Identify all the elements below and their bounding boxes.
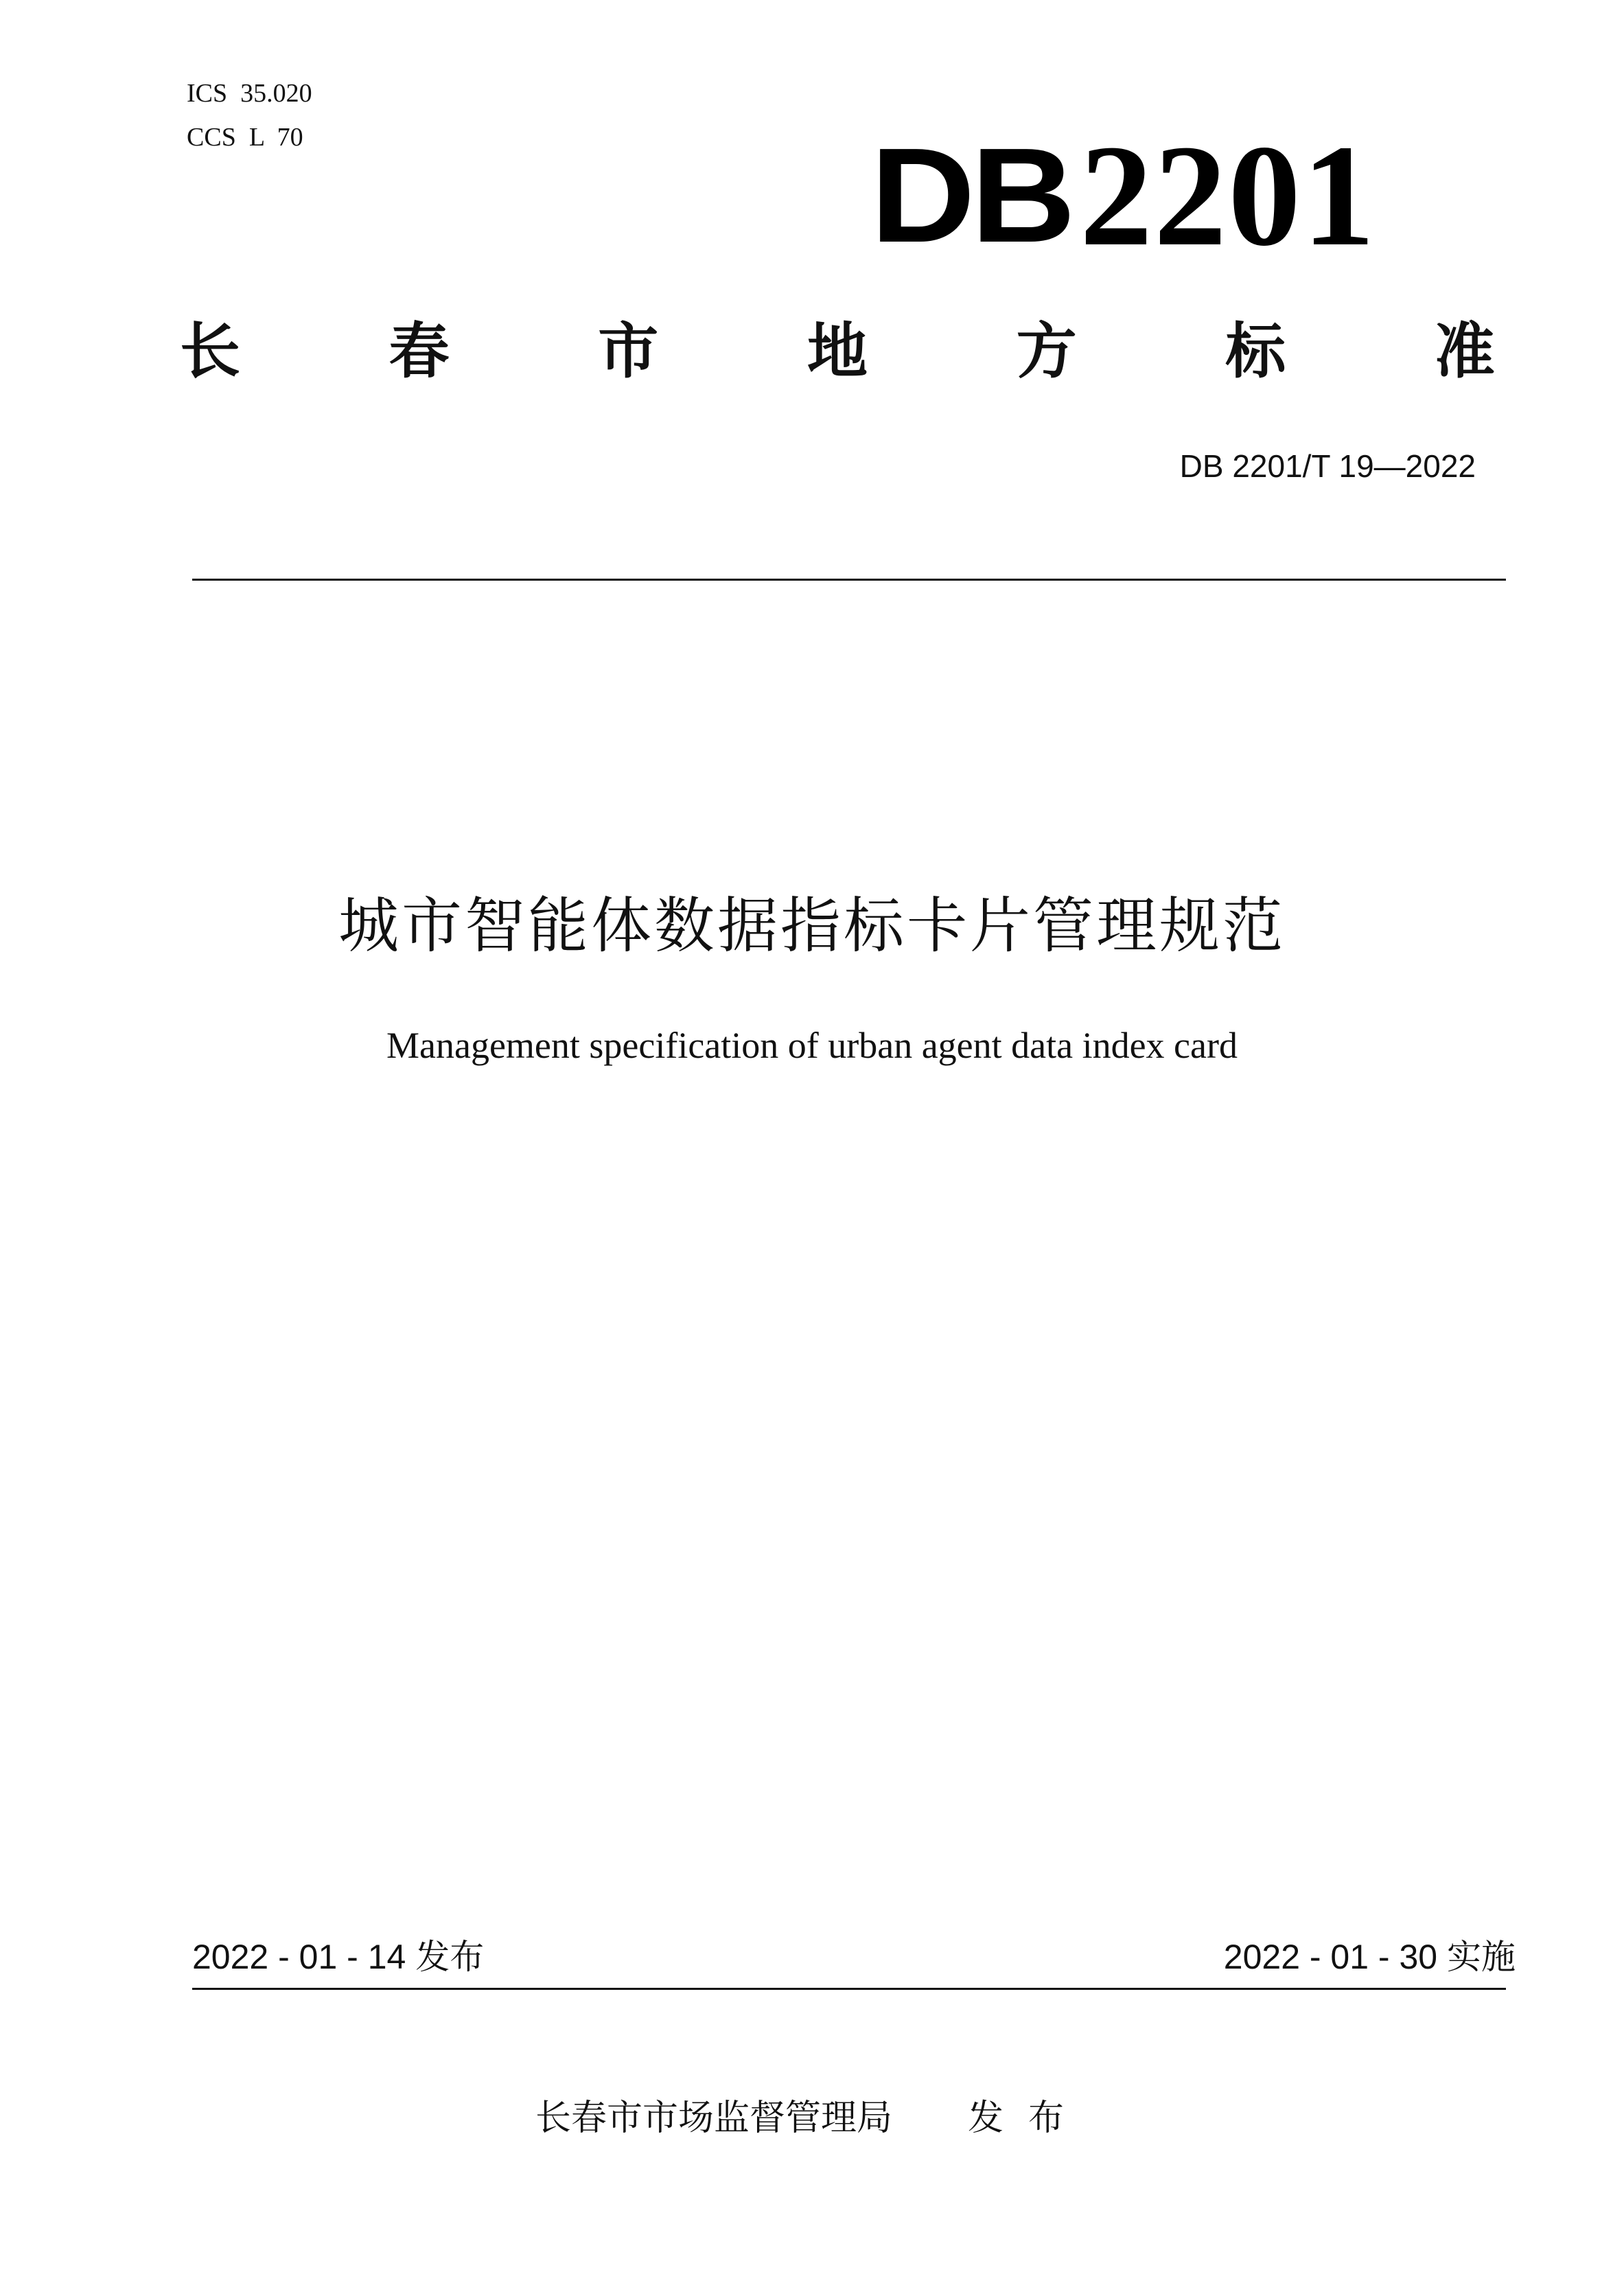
bottom-divider [192,1988,1506,1990]
issuer-line [0,2098,1624,2139]
document-title-english: Management specification of urban agent data index card [386,1025,1238,1066]
document-title-chinese: 城市智能体数据指标卡片管理规范 [338,890,1286,961]
standard-type-char: 方 [1016,316,1077,386]
publish-date: 2022 - 01 - 14 发布 [192,1938,485,1976]
top-divider [192,579,1506,581]
issuer-action: 发布 [968,2098,1089,2139]
standard-type-heading [178,316,1496,386]
db-logo-prefix: DB [870,120,1071,270]
effective-date: 2022 - 01 - 30 实施 [1223,1938,1516,1976]
db-logo-number: 2201 [1080,115,1377,276]
standard-type-char: 地 [807,316,868,386]
standard-type-char: 准 [1434,316,1495,386]
db-logo [870,115,1406,276]
standard-number: DB 2201/T 19—2022 [1179,448,1476,484]
standard-type-char: 标 [1225,316,1286,386]
ics-code: ICS 35.020 [187,79,312,108]
standard-type-char: 春 [388,316,450,386]
standard-type-char: 长 [179,316,240,386]
standard-type-char: 市 [598,316,659,386]
ccs-code: CCS L 70 [187,123,303,152]
issuing-organization: 长春市市场监督管理局 [535,2098,892,2139]
